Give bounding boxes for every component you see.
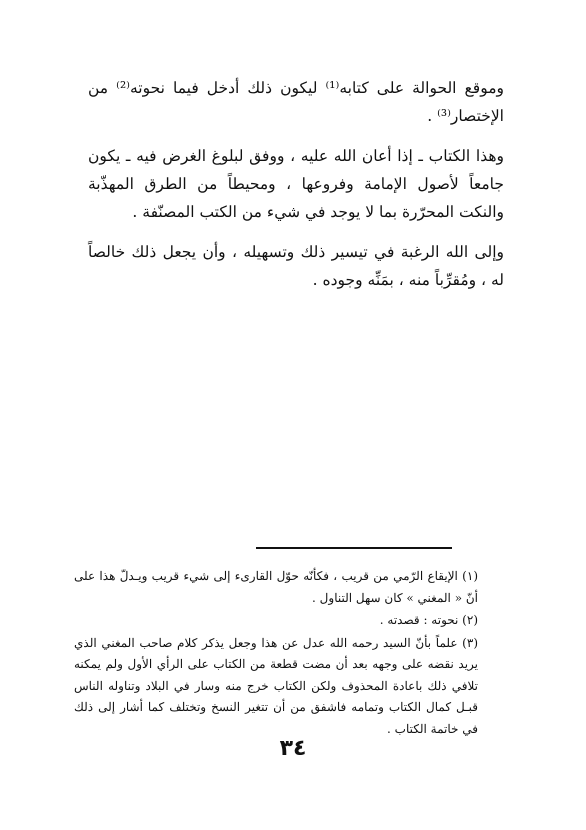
footnote-1: (١) الإيقاع الرّمي من قريب ، فكأنّه حوّل القارىء إلى شيء قريب ويـدلّ هذا على أنّ « المغني » كان سهل التناول . <box>74 569 478 605</box>
footnote-separator <box>256 547 452 549</box>
footnote-3: (٣) علماً بأنّ السيد رحمه الله عدل عن هذا وجعل يذكر كلام صاحب المغني الذي يريد نقضه على وجهه بعد أن مضت قطعة من الكتاب على الرأي الأول ولم يمكنه تلافي ذلك باعادة المحذوف ولكن الكتاب خرج منه وسار في البلاد وتناوله الناس قبـل كمال الكتاب وتمامه فاشفق من أن تتغير النسخ وتختلف كما أشار إلى ذلك في خاتمة الكتاب . <box>74 635 478 736</box>
footnotes <box>74 566 478 741</box>
paragraph-3: وإلى الله الرغبة في تيسير ذلك وتسهيله ، وأن يجعل ذلك خالصاً له ، ومُقرِّباً منه ، بمَنِّه وجوده . <box>88 243 504 289</box>
paragraph-2: وهذا الكتاب ـ إذا أعان الله عليه ، ووفق لبلوغ الغرض فيه ـ يكون جامعاً لأصول الإمامة وفروعها ، ومحيطاً من الطرق المهذّبة والنكت المحرّرة بما لا يوجد في شيء من الكتب المصنّفة . <box>88 147 504 221</box>
page-number: ٣٤ <box>279 736 307 761</box>
paragraph-1: وموقع الحوالة على كتابه⁽¹⁾ ليكون ذلك أدخل فيما نحوته⁽²⁾ من الإختصار⁽³⁾ . <box>88 79 504 125</box>
main-text <box>88 74 504 306</box>
footnote-2: (٢) نحوته : قصدته . <box>379 613 478 627</box>
